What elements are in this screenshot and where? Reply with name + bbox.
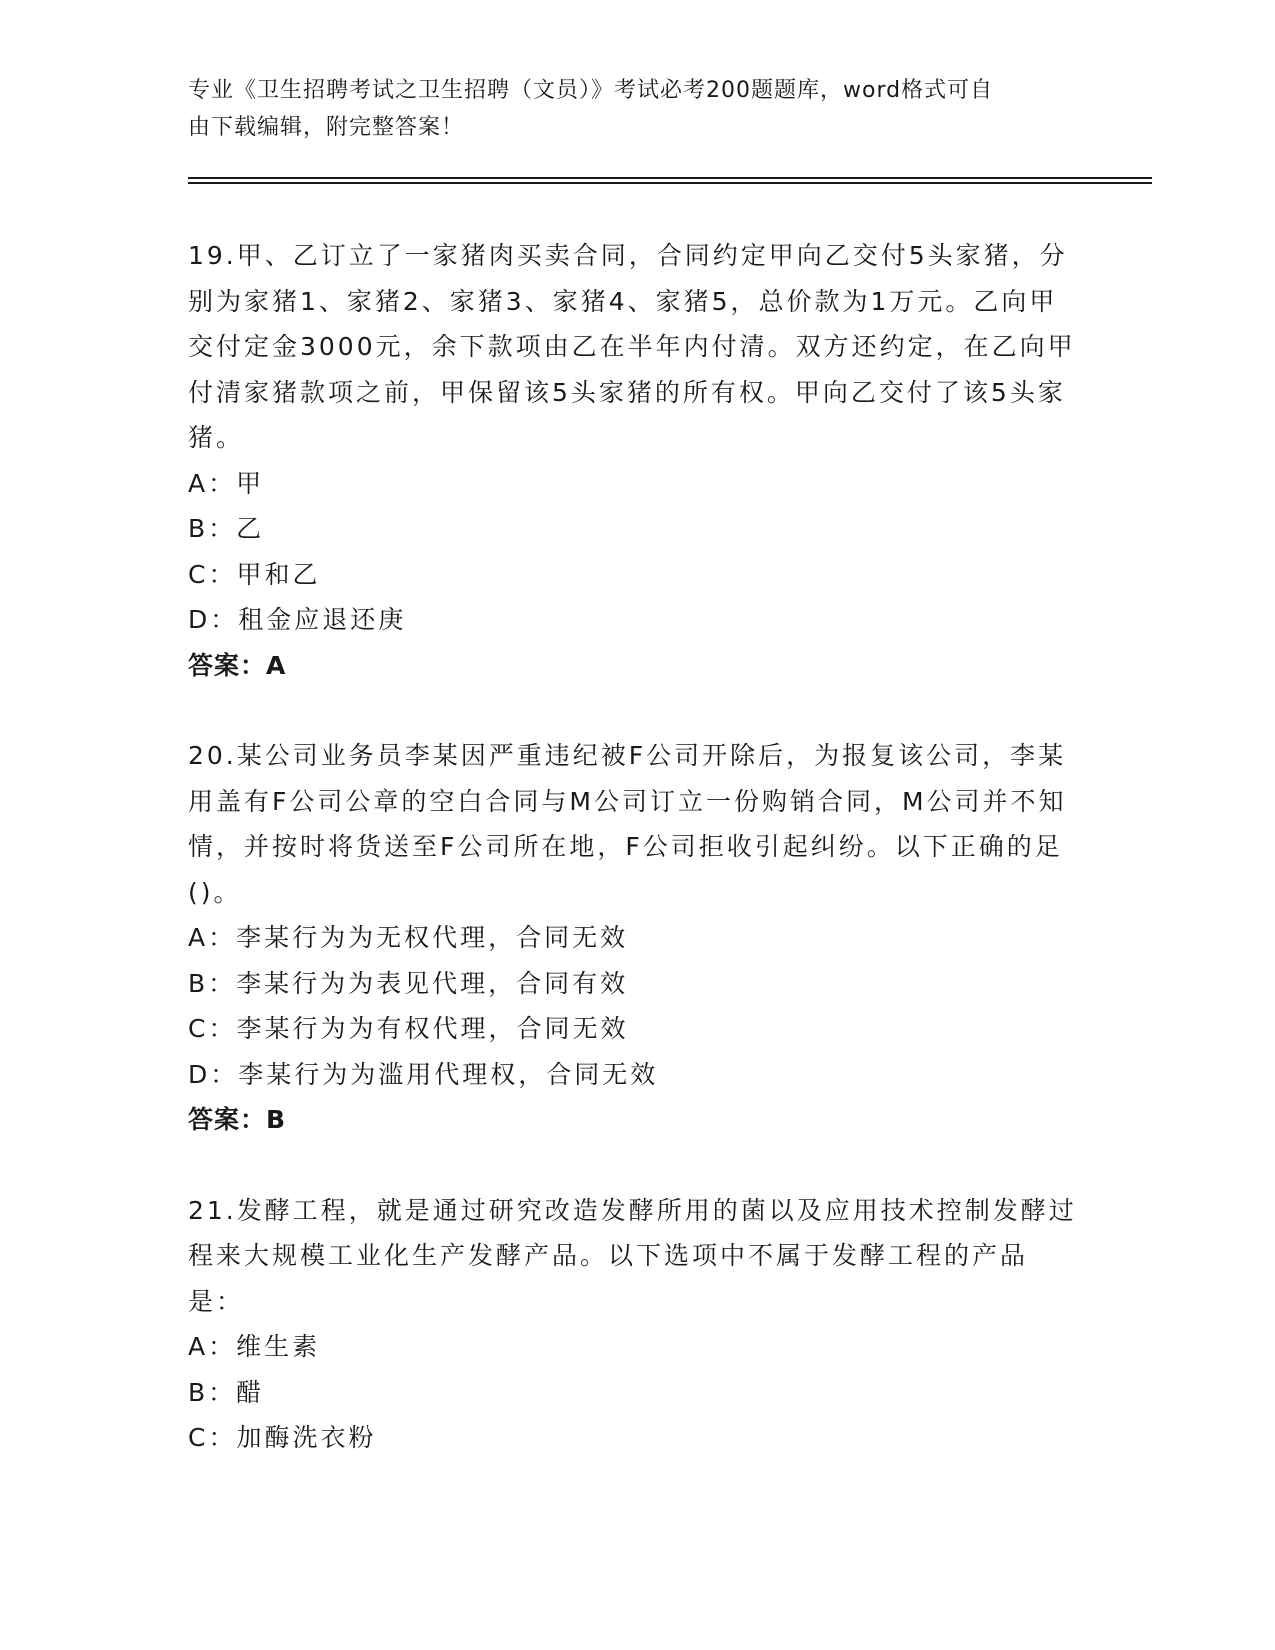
option-b: B：醋 [188, 1377, 265, 1407]
question-stem: 20.某公司业务员李某因严重违纪被F公司开除后，为报复该公司，李某用盖有F公司公章的空白合同与M公司订立一份购销合同，M公司并不知情，并按时将货送至F公司所在地，F公司拒收引起纠纷。以下正确的足()。 [188, 741, 1067, 907]
option-b: B：乙 [188, 514, 265, 543]
header-line-1: 专业《卫生招聘考试之卫生招聘（文员）》考试必考200题题库，word格式可自 [188, 78, 994, 103]
header-rule-bottom [188, 182, 1152, 184]
header-rule-top [188, 177, 1152, 179]
option-c: C：李某行为为有权代理，合同无效 [188, 1014, 629, 1043]
question-stem: 19.甲、乙订立了一家猪肉买卖合同，合同约定甲向乙交付5头家猪，分别为家猪1、家猪2、家猪3、家猪4、家猪5，总价款为1万元。乙向甲交付定金3000元，余下款项由乙在半年内付清。双方还约定，在乙向甲付清家猪款项之前，甲保留该5头家猪的所有权。甲向乙交付了该5头家猪。 [188, 241, 1076, 452]
question-list [188, 233, 1078, 1506]
answer-label: 答案：B [188, 1105, 287, 1134]
header-line-2: 由下载编辑，附完整答案！ [188, 115, 465, 140]
option-a: A：李某行为为无权代理，合同无效 [188, 923, 629, 952]
option-c: C：甲和乙 [188, 559, 321, 589]
option-b: B：李某行为为表见代理，合同有效 [188, 968, 629, 998]
option-d: D：李某行为为滥用代理权，合同无效 [188, 1059, 659, 1089]
question-20 [188, 733, 1078, 1143]
option-c: C：加酶洗衣粉 [188, 1423, 377, 1452]
document-header [188, 72, 1068, 146]
question-19 [188, 233, 1078, 688]
option-a: A：甲 [188, 468, 265, 498]
option-d: D：租金应退还庚 [188, 605, 407, 634]
answer-label: 答案：A [188, 650, 287, 680]
question-21 [188, 1188, 1078, 1461]
question-stem: 21.发酵工程，就是通过研究改造发酵所用的菌以及应用技术控制发酵过程来大规模工业化生产发酵产品。以下选项中不属于发酵工程的产品是： [188, 1195, 1077, 1316]
option-a: A：维生素 [188, 1332, 321, 1361]
